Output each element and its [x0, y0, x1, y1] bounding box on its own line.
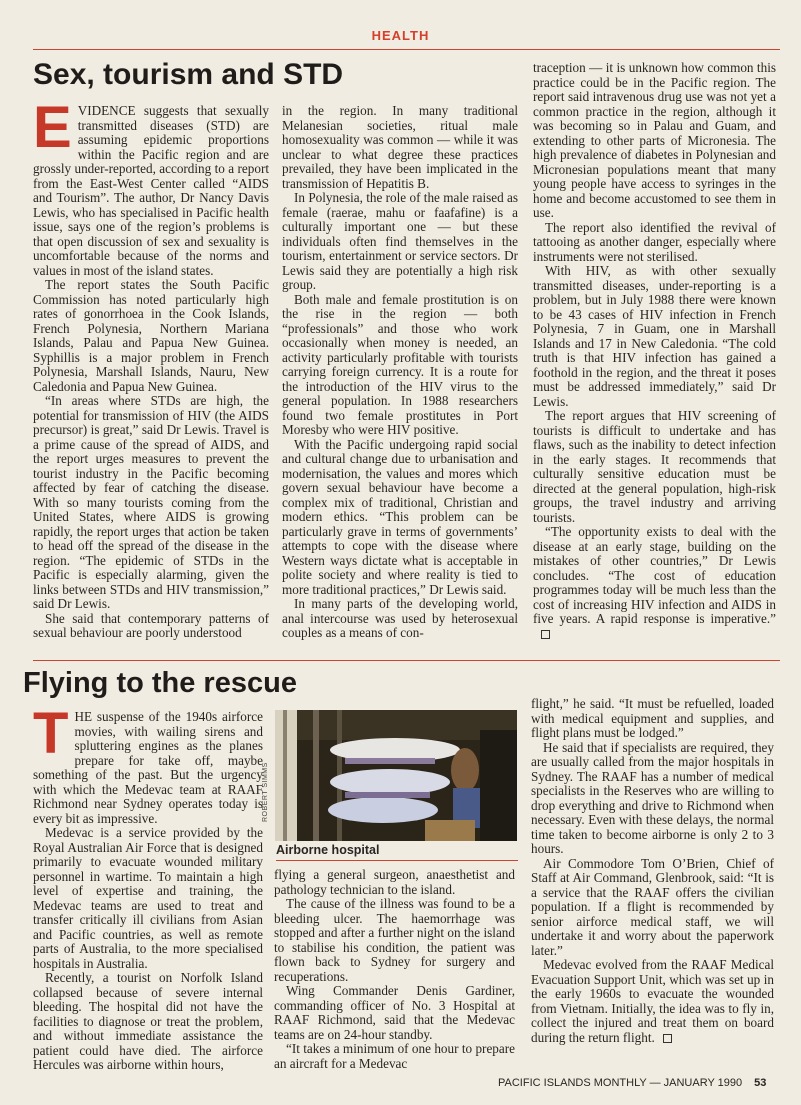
article1-column-3 — [533, 61, 776, 641]
paragraph: traception — it is unknown how common this practice could be in the Pacific region. The report said intravenous drug use was not yet a common practice in the region, although it was becoming so in Palau and Guam, and extending to other parts of Micronesia. The high prevalence of diabetes in Polynesian and Micronesian populations meant that many young people have access to syringes in the home and become accustomed to see them in use. — [533, 60, 776, 220]
photo-caption: Airborne hospital — [276, 843, 380, 857]
paragraph: Both male and female prostitution is on the rise in the region — both “professionals” and those who work occasionally when money is needed, an activity particularly profitable with tourists carrying foreign currency. It is a route for the introduction of the HIV virus to the general population. In 1988 researchers found two female prostitutes in Port Moresby who were HIV positive. — [282, 291, 518, 437]
article2-column-2 — [274, 868, 515, 1071]
paragraph: The report argues that HIV screening of tourists is difficult to undertake and has flaws, such as the inability to detect infection in the early stages. It recommends that culturally sensitive education must be directed at the general population, high-risk groups, the travel industry and arriving tourists. — [533, 408, 776, 525]
paragraph: With HIV, as with other sexually transmitted diseases, under-reporting is a problem, but in July 1988 there were known to be 43 cases of HIV infection in French Polynesia, 7 in Guam, one in Marshall Islands and 17 in New Caledonia. “The cold truth is that HIV infection has gained a foothold in the region, and the threat it poses must be addressed immediately,” said Dr Lewis. — [533, 263, 776, 409]
photo-credit: ROBERT SIMMS — [262, 762, 269, 822]
dropcap-e: E — [33, 95, 72, 160]
paragraph: flying a general surgeon, anaesthetist and pathology technician to the island. — [274, 867, 515, 897]
article2-headline: Flying to the rescue — [23, 667, 297, 699]
section-label: HEALTH — [371, 28, 430, 43]
paragraph: The report also identified the revival of tattooing as another danger, especially where instruments were not sterilised. — [533, 219, 776, 264]
paragraph: She said that contemporary patterns of sexual behaviour are poorly understood — [33, 610, 269, 640]
article1-column-2 — [282, 104, 518, 641]
page-footer — [498, 1077, 766, 1089]
paragraph — [531, 958, 774, 1045]
caption-rule — [276, 860, 518, 861]
article1-headline: Sex, tourism and STD — [33, 58, 344, 91]
dropcap-t: T — [33, 701, 69, 766]
paragraph: In many parts of the developing world, anal intercourse was used by heterosexual couples as a means of con- — [282, 596, 518, 640]
paragraph: “It takes a minimum of one hour to prepare an aircraft for a Medevac — [274, 1041, 515, 1071]
photo-image — [275, 710, 517, 841]
paragraph: Medevac is a service provided by the Royal Australian Air Force that is designed primarily to evacuate wounded military personnel in wartime. To maintain a high level of expertise and training, the Medevac teams are used to treat and transfer critically ill civilians from Asian and Pacific countries, as well as remote parts of Australia, to the more specialised hospitals in Australia. — [33, 825, 263, 971]
paragraph: Wing Commander Denis Gardiner, commanding officer of No. 3 Hospital at RAAF Richmond, said that the Medevac teams are on 24-hour standby. — [274, 983, 515, 1042]
article2-column-3 — [531, 697, 774, 1045]
paragraph: The cause of the illness was found to be a bleeding ulcer. The haemorrhage was stopped and after a further night on the island to stabilise his condition, the patient was flown back to Sydney for surgery and recuperations. — [274, 896, 515, 984]
paragraph: Air Commodore Tom O’Brien, Chief of Staff at Air Command, Glenbrook, said: “It is a service that the RAAF offers the civilian population. If a flight is recommended by senior airforce medical staff, we will undertake it and worry about the paperwork later.” — [531, 855, 774, 958]
paragraph: He said that if specialists are required, they are usually called from the major hospitals in Sydney. The RAAF has a number of medical specialists in the Reserves who are willing to drop everything and drive to Richmond when necessary. Even with these delays, the normal time taken to become airborne is only 2 to 3 hours. — [531, 739, 774, 856]
paragraph-text: “The opportunity exists to deal with the disease at an early stage, building on the mistakes of other countries,” Dr Lewis concludes. “The cost of education programmes today will be much less than the cost of increasing HIV infection and AIDS in five years. A rapid response is imperative.” — [533, 524, 776, 626]
paragraph-text: Medevac evolved from the RAAF Medical Evacuation Support Unit, which was set up in the early 1960s to evacuate the wounded from Vietnam. Initially, the idea was to fly in, collect the injured and treat them on board during the return flight. — [531, 957, 774, 1045]
page-number: 53 — [754, 1077, 767, 1089]
paragraph: HE suspense of the 1940s airforce movies, with wailing sirens and spluttering engines as the planes prepare for take off, maybe something of the past. But the urgency with which the Medevac team at RAAF Richmond near Sydney operates today is every bit as impressive. — [33, 709, 263, 826]
paragraph: flight,” he said. “It must be refuelled, loaded with medical equipment and supplies, and flight plans must be lodged.” — [531, 696, 774, 740]
article-divider — [33, 660, 780, 661]
photo-airborne-hospital — [275, 710, 517, 841]
end-mark-icon — [541, 630, 550, 639]
article2-column-1 — [33, 701, 263, 1073]
paragraph: With the Pacific undergoing rapid social and cultural change due to urbanisation and modernisation, the values and mores which govern sexual behaviour have become a complex mix of traditional, Christian and modern ethics. “This problem can be particularly grave in terms of governments’ attempts to cope with the disease where Western ways dictate what is acceptable in polite society and where reality is tied to more traditional practices,” Dr Lewis said. — [282, 436, 518, 597]
publication-line: PACIFIC ISLANDS MONTHLY — JANUARY 1990 — [498, 1077, 743, 1089]
end-mark-icon — [663, 1034, 672, 1043]
paragraph — [533, 525, 776, 641]
paragraph: “In areas where STDs are high, the potential for transmission of HIV (the AIDS precursor) is great,” said Dr Lewis. Travel is a prime cause of the spread of AIDS, and the report urges measures to prevent the tourist industry in the Pacific becoming affected by fear of catching the disease. With so many tourists coming from the United States, where AIDS is growing rapidly, the report urges that action be taken to head off the spread of the disease in the region. “The epidemic of STDs in the Pacific is especially alarming, given the links between STDs and HIV transmission,” said Dr Lewis. — [33, 393, 269, 611]
paragraph: VIDENCE suggests that sexually transmitted diseases (STD) are assuming epidemic proportions within the Pacific region and are grossly under-reported, according to a report from the East-West Center called “AIDS and Tourism”. The author, Dr Nancy Davis Lewis, who has specialised in Pacific health issue, says one of the region’s problems is that open discussion of sex and sexuality is uncomfortable because of the norms and values in most of the island states. — [33, 103, 269, 278]
top-rule — [33, 49, 780, 50]
paragraph: The report states the South Pacific Commission has noted particularly high rates of gonorrhoea in the Cook Islands, French Polynesia, Northern Mariana Islands, Palau and Papua New Guinea. Syphillis is a major problem in French Polynesia, Marshall Islands, Nauru, New Caledonia and Papua New Guinea. — [33, 277, 269, 394]
paragraph: Recently, a tourist on Norfolk Island collapsed because of severe internal bleeding. The hospital did not have the facilities to diagnose or treat the problem, and without immediate assistance the patient could have died. The airforce Hercules was airborne within hours, — [33, 970, 263, 1072]
paragraph: in the region. In many traditional Melanesian societies, ritual male homosexuality was common — while it was unclear to what degree these practices prevailed, they have been implicated in the transmission of Hepatitis B. — [282, 103, 518, 191]
article1-column-1 — [33, 95, 269, 641]
paragraph: In Polynesia, the role of the male raised as female (raerae, mahu or faafafine) is a culturally important one — but these individuals often find themselves in the tourism, entertainment or service sectors. Dr Lewis said they are potentially a high risk group. — [282, 190, 518, 292]
